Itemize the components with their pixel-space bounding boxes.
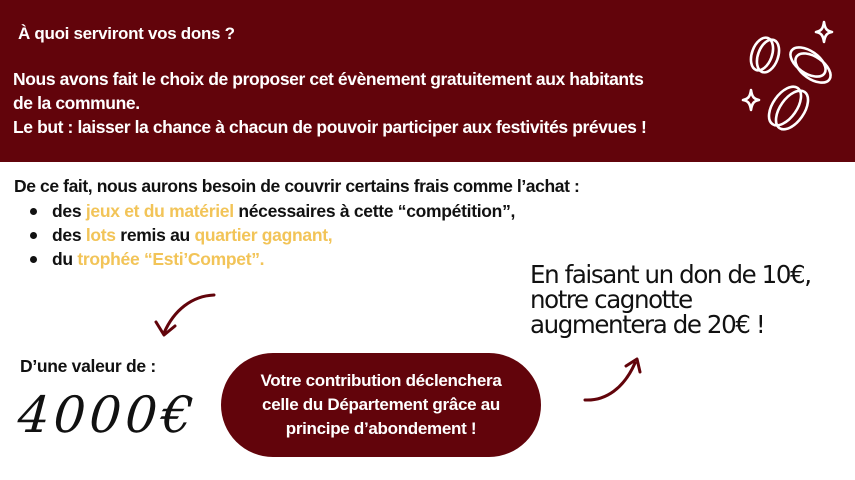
curved-arrow-down-left-icon (150, 290, 225, 345)
donation-line: En faisant un don de 10€, (530, 260, 811, 289)
banner-line: de la commune. (13, 93, 140, 113)
banner-question: À quoi serviront vos dons ? (18, 24, 235, 43)
curved-arrow-up-right-icon (580, 352, 650, 407)
list-item: du trophée “Esti’Compet”. (28, 247, 515, 271)
value-amount: 4000€ (15, 386, 200, 444)
banner-line: Le but : laisser la chance à chacun de pouvoir participer aux festivités prévues ! (13, 117, 647, 137)
list-item: des jeux et du matériel nécessaires à cette “compétition”, (28, 199, 515, 223)
donation-note (530, 262, 811, 337)
header-banner (0, 0, 855, 162)
donation-line: notre cagnotte (530, 285, 692, 314)
contribution-line: Votre contribution déclenchera (260, 371, 502, 390)
value-label: D’une valeur de : (20, 356, 156, 376)
list-item: des lots remis au quartier gagnant, (28, 223, 515, 247)
contribution-text (231, 369, 531, 441)
costs-intro: De ce fait, nous aurons besoin de couvrir certains frais comme l’achat : (14, 176, 580, 196)
contribution-line: celle du Département grâce au (262, 395, 500, 414)
banner-line: Nous avons fait le choix de proposer cet évènement gratuitement aux habitants (13, 69, 644, 89)
coins-with-sparkles-icon (736, 18, 846, 138)
costs-list (28, 199, 515, 271)
donation-line: augmentera de 20€ ! (530, 310, 765, 339)
banner-text (13, 67, 733, 139)
contribution-line: principe d’abondement ! (285, 419, 477, 438)
contribution-pill (221, 353, 541, 457)
